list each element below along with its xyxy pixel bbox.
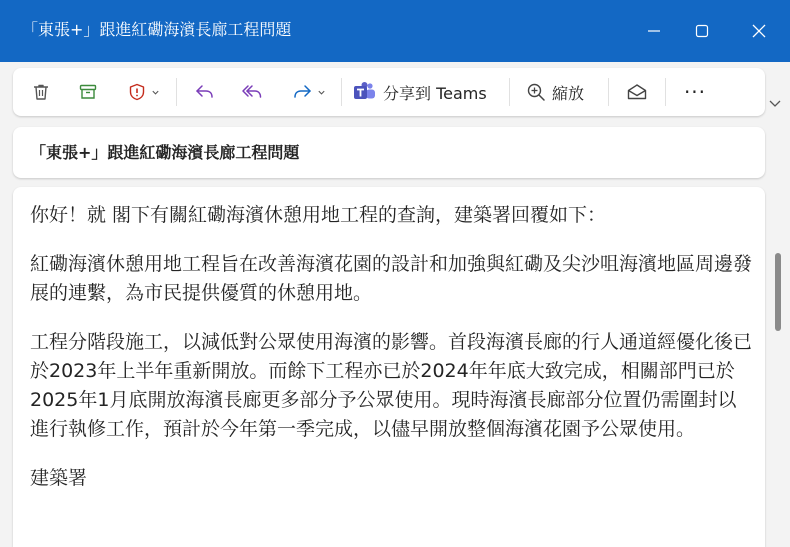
collapse-ribbon-button[interactable] xyxy=(766,94,784,112)
reply-all-button[interactable] xyxy=(235,68,269,116)
zoom-button[interactable] xyxy=(520,68,606,116)
archive-icon xyxy=(78,82,98,102)
signature: 建築署 xyxy=(30,467,88,489)
teams-icon xyxy=(353,81,377,103)
more-options-button[interactable] xyxy=(677,68,713,116)
zoom-icon xyxy=(526,82,546,102)
message-body-text xyxy=(30,201,752,513)
report-shield-icon xyxy=(127,82,147,102)
subject-card xyxy=(13,127,765,178)
email-subject: 「東張+」跟進紅磡海濱長廊工程問題 xyxy=(30,143,300,162)
delete-icon xyxy=(31,82,51,102)
minimize-icon xyxy=(647,24,661,38)
toolbar-divider xyxy=(341,78,342,106)
toolbar-divider xyxy=(608,78,609,106)
report-button[interactable] xyxy=(118,68,168,116)
greeting-paragraph: 你好！就 閣下有關紅磡海濱休憩用地工程的查詢，建築署回覆如下： xyxy=(30,204,607,226)
share-to-teams-button[interactable] xyxy=(353,68,503,116)
window-title: 「東張+」跟進紅磡海濱長廊工程問題 xyxy=(22,20,292,39)
delete-button[interactable] xyxy=(24,68,58,116)
chevron-down-icon xyxy=(768,96,782,110)
message-toolbar xyxy=(13,68,765,116)
zoom-label: 縮放 xyxy=(552,83,585,103)
reply-icon xyxy=(194,82,216,102)
vertical-scrollbar[interactable] xyxy=(775,253,781,331)
share-to-teams-label: 分享到 Teams xyxy=(383,83,487,103)
body-paragraph: 工程分階段施工，以減低對公眾使用海濱的影響。首段海濱長廊的行人通道經優化後已於2023年上半年重新開放。而餘下工程亦已於2024年年底大致完成，相關部門已於2025年1月底開放海濱長廊更多部分予公眾使用。現時海濱長廊部分位置仍需圍封以進行執修工作，預計於今年第一季完成，以儘早開放整個海濱花園予公眾使用。 xyxy=(30,331,753,440)
reply-button[interactable] xyxy=(188,68,222,116)
more-icon: ··· xyxy=(683,80,707,104)
close-icon xyxy=(752,24,766,38)
message-body xyxy=(13,187,765,547)
minimize-button[interactable] xyxy=(631,12,677,50)
toolbar-divider xyxy=(509,78,510,106)
forward-button[interactable] xyxy=(283,68,333,116)
title-bar xyxy=(0,0,790,62)
mark-as-read-button[interactable] xyxy=(620,68,654,116)
archive-button[interactable] xyxy=(71,68,105,116)
toolbar-divider xyxy=(176,78,177,106)
toolbar-divider xyxy=(665,78,666,106)
close-button[interactable] xyxy=(736,12,782,50)
forward-icon xyxy=(291,82,313,102)
reply-all-icon xyxy=(241,82,263,102)
maximize-button[interactable] xyxy=(679,12,725,50)
chevron-down-icon xyxy=(317,88,326,97)
body-paragraph: 紅磡海濱休憩用地工程旨在改善海濱花園的設計和加強與紅磡及尖沙咀海濱地區周邊發展的連繫，為市民提供優質的休憩用地。 xyxy=(30,253,753,304)
mark-read-icon xyxy=(626,82,648,102)
chevron-down-icon xyxy=(151,88,160,97)
maximize-icon xyxy=(695,24,709,38)
